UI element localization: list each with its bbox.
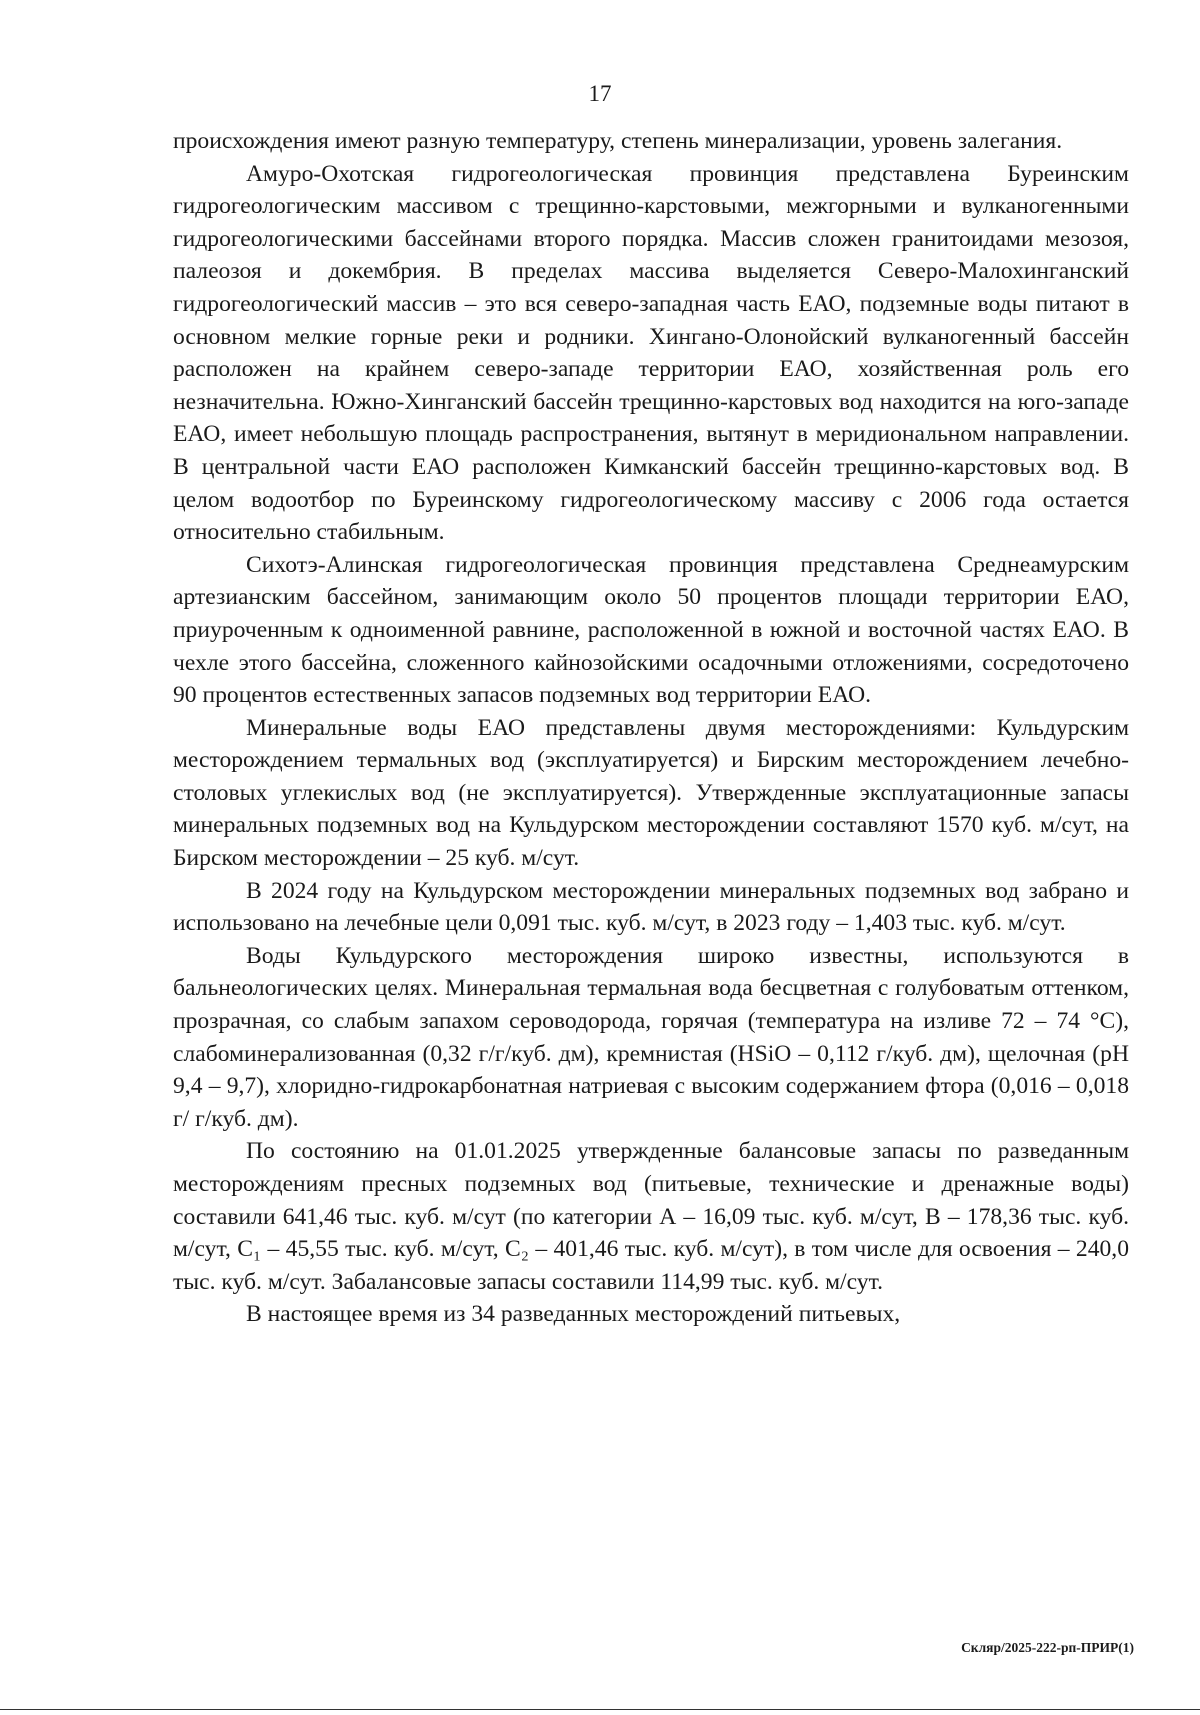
paragraph: По состоянию на 01.01.2025 утвержденные балансовые запасы по разведанным месторождениям пресных подземных вод (питьевые, технические и дренажные воды) составили 641,46 тыс. куб. м/сут (по категории А – 16,09 тыс. куб. м/сут, В – 178,36 тыс. куб. м/сут, C₁ – 45,55 тыс. куб. м/сут, C₂ – 401,46 тыс. куб. м/сут), в том числе для освоения – 240,0 тыс. куб. м/сут. Забалансовые запасы составили 114,99 тыс. куб. м/сут.	[173, 1138, 1129, 1295]
bottom-divider	[0, 1709, 1200, 1710]
document-registration-code: Скляр/2025-222-рп-ПРИР(1)	[961, 1640, 1134, 1655]
paragraph: В настоящее время из 34 разведанных месторождений питьевых,	[246, 1301, 901, 1328]
page-number: 17	[588, 81, 612, 106]
document-body	[173, 125, 1129, 1331]
paragraph: Амуро-Охотская гидрогеологическая провинция представлена Буреинским гидрогеологическим массивом с трещинно-карстовыми, межгорными и вулканогенными гидрогеологическими бассейнами второго порядка. Массив сложен гранитоидами мезозоя, палеозоя и докембрия. В пределах массива выделяется Северо-Малохинганский гидрогеологический массив – это вся северо-западная часть ЕАО, подземные воды питают в основном мелкие горные реки и родники. Хингано-Олонойский вулканогенный бассейн расположен на крайнем северо-западе территории ЕАО, хозяйственная роль его незначительна. Южно-Хинганский бассейн трещинно-карстовых вод находится на юго-западе ЕАО, имеет небольшую площадь распространения, вытянут в меридиональном направлении. В центральной части ЕАО расположен Кимканский бассейн трещинно-карстовых вод. В целом водоотбор по Буреинскому гидрогеологическому массиву с 2006 года остается относительно стабильным.	[173, 160, 1129, 546]
paragraph: Минеральные воды ЕАО представлены двумя месторождениями: Кульдурским месторождением термальных вод (эксплуатируется) и Бирским месторождением лечебно-столовых углекислых вод (не эксплуатируется). Утвержденные эксплуатационные запасы минеральных подземных вод на Кульдурском месторождении составляют 1570 куб. м/сут, на Бирском месторождении – 25 куб. м/сут.	[173, 714, 1129, 872]
paragraph: происхождения имеют разную температуру, степень минерализации, уровень залегания.	[173, 128, 1063, 154]
paragraph: Воды Кульдурского месторождения широко известны, используются в бальнеологических целях. Минеральная термальная вода бесцветная с голубоватым оттенком, прозрачная, со слабым запахом сероводорода, горячая (температура на изливе 72 – 74 °С), слабоминерализованная (0,32 г/г/куб. дм), кремнистая (HSiO – 0,112 г/куб. дм), щелочная (pH 9,4 – 9,7), хлоридно-гидрокарбонатная натриевая с высоким содержанием фтора (0,016 – 0,018 г/ г/куб. дм).	[173, 942, 1129, 1132]
paragraph: Сихотэ-Алинская гидрогеологическая провинция представлена Среднеамурским артезианским бассейном, занимающим около 50 процентов площади территории ЕАО, приуроченным к одноименной равнине, расположенной в южной и восточной частях ЕАО. В чехле этого бассейна, сложенного кайнозойскими осадочными отложениями, сосредоточено 90 процентов естественных запасов подземных вод территории ЕАО.	[173, 551, 1129, 709]
paragraph: В 2024 году на Кульдурском месторождении минеральных подземных вод забрано и использовано на лечебные цели 0,091 тыс. куб. м/сут, в 2023 году – 1,403 тыс. куб. м/сут.	[173, 877, 1129, 937]
